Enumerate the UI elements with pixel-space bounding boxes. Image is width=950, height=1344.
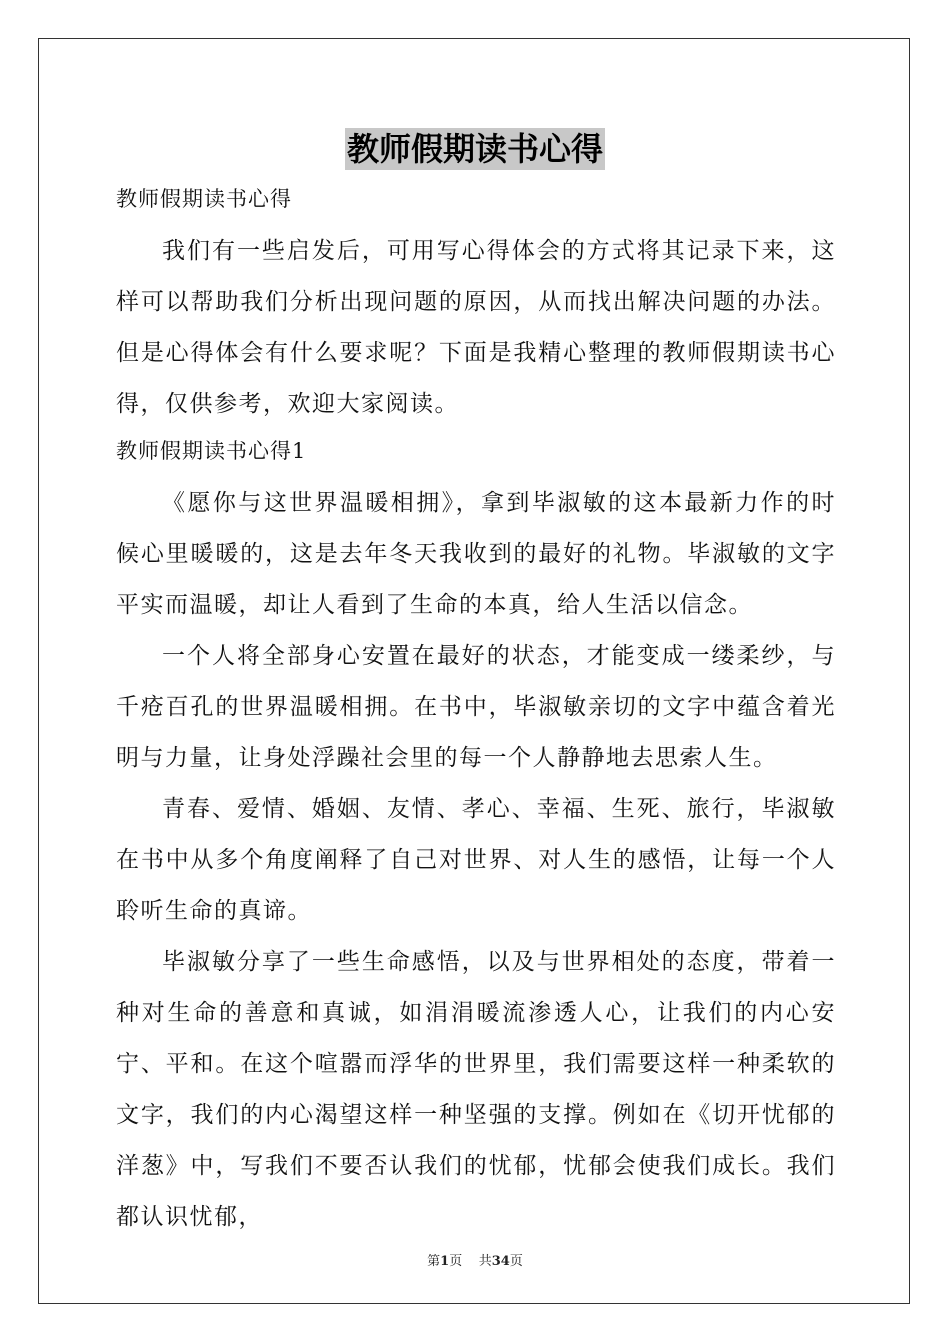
intro-heading: 教师假期读书心得 [116, 187, 292, 211]
footer-total-prefix: 共 [478, 1254, 492, 1269]
footer-total-pages: 34 [491, 1254, 510, 1269]
body-paragraph: 毕淑敏分享了一些生命感悟，以及与世界相处的态度，带着一种对生命的善意和真诚，如涓涓暖流渗透人心，让我们的内心安宁、平和。在这个喧嚣而浮华的世界里，我们需要这样一种柔软的文字，我们的内心渴望这样一种坚强的支撑。例如在《切开忧郁的洋葱》中，写我们不要否认我们的忧郁，忧郁会使我们成长。我们都认识忧郁， [116, 949, 836, 1230]
document-body [116, 180, 836, 1243]
footer-page-suffix: 页 [449, 1254, 463, 1269]
footer-page-prefix: 第 [427, 1254, 441, 1269]
body-paragraph: 一个人将全部身心安置在最好的状态，才能变成一缕柔纱，与千疮百孔的世界温暖相拥。在书中，毕淑敏亲切的文字中蕴含着光明与力量，让身处浮躁社会里的每一个人静静地去思索人生。 [116, 643, 836, 771]
footer-total-suffix: 页 [509, 1254, 523, 1269]
footer-page-number: 1 [440, 1254, 450, 1269]
page-footer [0, 1250, 950, 1269]
body-paragraph: 青春、爱情、婚姻、友情、孝心、幸福、生死、旅行，毕淑敏在书中从多个角度阐释了自己对世界、对人生的感悟，让每一个人聆听生命的真谛。 [116, 796, 836, 924]
document-title: 教师假期读书心得 [346, 130, 603, 168]
intro-paragraph: 我们有一些启发后，可用写心得体会的方式将其记录下来，这样可以帮助我们分析出现问题的原因，从而找出解决问题的办法。但是心得体会有什么要求呢？下面是我精心整理的教师假期读书心得，仅供参考，欢迎大家阅读。 [116, 238, 836, 417]
body-paragraph: 《愿你与这世界温暖相拥》，拿到毕淑敏的这本最新力作的时候心里暖暖的，这是去年冬天我收到的最好的礼物。毕淑敏的文字平实而温暖，却让人看到了生命的本真，给人生活以信念。 [116, 490, 836, 618]
title-container [0, 128, 950, 170]
section-heading: 教师假期读书心得1 [116, 439, 307, 463]
